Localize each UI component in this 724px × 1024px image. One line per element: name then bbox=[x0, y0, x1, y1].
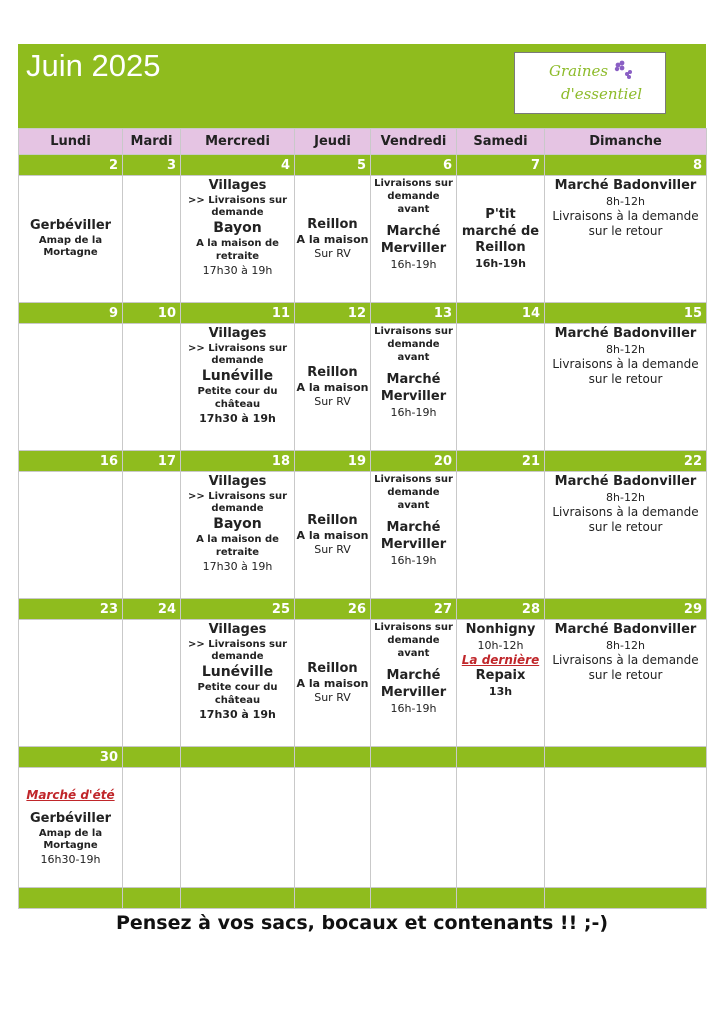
event-cell bbox=[123, 620, 181, 747]
day-number: 5 bbox=[295, 155, 371, 176]
week-events bbox=[19, 768, 707, 888]
day-number: 16 bbox=[19, 451, 123, 472]
event-cell bbox=[371, 324, 457, 451]
day-number bbox=[457, 747, 545, 768]
event-detail: >> Livraisons sur demande bbox=[187, 490, 288, 515]
event-time: 16h-19h bbox=[390, 553, 437, 567]
event-detail: Livraisons à la demande sur le retour bbox=[552, 208, 699, 239]
event-time: 17h30 à 19h bbox=[202, 263, 273, 277]
day-number: 7 bbox=[457, 155, 545, 176]
event-place: Reillon bbox=[307, 216, 358, 232]
event-place: Marché Merviller bbox=[380, 668, 447, 701]
day-number: 12 bbox=[295, 303, 371, 324]
event-cell bbox=[295, 768, 371, 888]
event-detail: A la maison bbox=[296, 381, 369, 395]
event-place: Reillon bbox=[307, 512, 358, 528]
event-highlight: Marché d'été bbox=[26, 787, 115, 802]
day-number: 6 bbox=[371, 155, 457, 176]
event-detail: Livraisons sur demande avant bbox=[374, 178, 453, 215]
day-header: Dimanche bbox=[545, 129, 707, 155]
day-number: 9 bbox=[19, 303, 123, 324]
week-numbers bbox=[19, 747, 707, 768]
event-time: Sur RV bbox=[314, 543, 351, 557]
event-title: Villages bbox=[208, 178, 267, 193]
day-number: 2 bbox=[19, 155, 123, 176]
header-banner bbox=[18, 44, 706, 128]
day-header: Jeudi bbox=[295, 129, 371, 155]
day-number: 11 bbox=[181, 303, 295, 324]
event-cell bbox=[181, 472, 295, 599]
logo-line1: Graines bbox=[549, 62, 609, 80]
event-cell bbox=[457, 472, 545, 599]
day-number: 29 bbox=[545, 599, 707, 620]
day-number: 8 bbox=[545, 155, 707, 176]
logo-line2: d'essentiel bbox=[561, 85, 643, 103]
week-events bbox=[19, 324, 707, 451]
event-time: 13h bbox=[488, 684, 513, 698]
day-number: 13 bbox=[371, 303, 457, 324]
day-number: 14 bbox=[457, 303, 545, 324]
event-time: Sur RV bbox=[314, 247, 351, 261]
day-number: 21 bbox=[457, 451, 545, 472]
event-time: 17h30 à 19h bbox=[199, 411, 276, 425]
day-header: Vendredi bbox=[371, 129, 457, 155]
event-time: 16h-19h bbox=[475, 256, 526, 270]
event-detail: Petite cour du château bbox=[197, 386, 278, 410]
event-cell bbox=[295, 620, 371, 747]
event-cell bbox=[181, 620, 295, 747]
event-cell bbox=[19, 176, 123, 303]
page-title: Juin 2025 bbox=[26, 48, 161, 83]
event-place: Marché Merviller bbox=[380, 520, 447, 553]
event-cell bbox=[371, 176, 457, 303]
event-place: Repaix bbox=[475, 668, 526, 684]
day-number: 3 bbox=[123, 155, 181, 176]
event-cell bbox=[123, 324, 181, 451]
event-cell bbox=[295, 472, 371, 599]
event-detail: >> Livraisons sur demande bbox=[187, 638, 288, 663]
event-cell bbox=[181, 176, 295, 303]
event-highlight: La dernière bbox=[461, 652, 540, 667]
event-detail: A la maison de retraite bbox=[196, 238, 279, 262]
event-time: Sur RV bbox=[314, 691, 351, 705]
event-cell bbox=[19, 768, 123, 888]
event-cell bbox=[457, 620, 545, 747]
calendar-grid bbox=[18, 128, 707, 909]
day-header: Samedi bbox=[457, 129, 545, 155]
event-time: 10h-12h bbox=[477, 638, 524, 652]
event-detail: Livraisons à la demande sur le retour bbox=[552, 504, 699, 535]
event-place: Lunéville bbox=[201, 664, 274, 681]
event-time: 16h30-19h bbox=[40, 853, 101, 867]
footer-band bbox=[19, 888, 707, 909]
footer-note: Pensez à vos sacs, bocaux et contenants !! ;-) bbox=[115, 912, 609, 934]
event-detail: A la maison bbox=[296, 677, 369, 691]
day-number: 22 bbox=[545, 451, 707, 472]
event-place: P'tit marché de Reillon bbox=[461, 207, 540, 256]
day-number: 19 bbox=[295, 451, 371, 472]
day-number: 24 bbox=[123, 599, 181, 620]
event-detail: Amap de la Mortagne bbox=[38, 827, 103, 852]
event-place: Bayon bbox=[213, 516, 262, 533]
event-time: 8h-12h bbox=[606, 342, 645, 356]
event-cell bbox=[19, 472, 123, 599]
event-cell bbox=[295, 324, 371, 451]
event-detail: Livraisons sur demande avant bbox=[374, 474, 453, 511]
event-place: Gerbéviller bbox=[29, 811, 112, 827]
week-numbers bbox=[19, 451, 707, 472]
event-cell bbox=[19, 620, 123, 747]
flower-icon bbox=[612, 59, 634, 83]
event-detail: Livraisons à la demande sur le retour bbox=[552, 652, 699, 683]
weekday-header bbox=[19, 129, 707, 155]
event-place: Lunéville bbox=[201, 368, 274, 385]
day-header: Lundi bbox=[19, 129, 123, 155]
day-number: 28 bbox=[457, 599, 545, 620]
event-place: Bayon bbox=[213, 220, 262, 237]
event-time: 17h30 à 19h bbox=[199, 707, 276, 721]
event-time: 16h-19h bbox=[390, 701, 437, 715]
day-header: Mardi bbox=[123, 129, 181, 155]
event-detail: Mortagne bbox=[43, 247, 98, 259]
day-number: 20 bbox=[371, 451, 457, 472]
event-cell bbox=[19, 324, 123, 451]
event-cell bbox=[545, 472, 707, 599]
day-number: 18 bbox=[181, 451, 295, 472]
event-cell bbox=[371, 620, 457, 747]
day-number: 10 bbox=[123, 303, 181, 324]
event-detail: Petite cour du château bbox=[197, 682, 278, 706]
event-detail: Livraisons à la demande sur le retour bbox=[552, 356, 699, 387]
day-number bbox=[545, 747, 707, 768]
day-number bbox=[371, 747, 457, 768]
event-cell bbox=[457, 324, 545, 451]
week-numbers bbox=[19, 155, 707, 176]
event-cell bbox=[371, 768, 457, 888]
day-number bbox=[295, 747, 371, 768]
event-place: Nonhigny bbox=[465, 622, 536, 637]
event-detail: A la maison bbox=[296, 529, 369, 543]
week-numbers bbox=[19, 303, 707, 324]
event-place: Reillon bbox=[307, 364, 358, 380]
event-place: Marché Badonviller bbox=[554, 474, 697, 489]
event-place: Marché Badonviller bbox=[554, 178, 697, 193]
week-events bbox=[19, 472, 707, 599]
event-time: Sur RV bbox=[314, 395, 351, 409]
event-detail: Amap de la bbox=[38, 234, 103, 246]
event-place: Marché Merviller bbox=[380, 372, 447, 405]
event-cell bbox=[457, 768, 545, 888]
event-detail: A la maison bbox=[296, 233, 369, 247]
event-time: 16h-19h bbox=[390, 257, 437, 271]
event-time: 8h-12h bbox=[606, 194, 645, 208]
event-cell bbox=[123, 768, 181, 888]
day-number: 4 bbox=[181, 155, 295, 176]
day-number bbox=[123, 747, 181, 768]
day-number: 27 bbox=[371, 599, 457, 620]
week-events bbox=[19, 176, 707, 303]
event-cell bbox=[123, 176, 181, 303]
event-cell bbox=[545, 176, 707, 303]
event-cell bbox=[371, 472, 457, 599]
event-detail: A la maison de retraite bbox=[196, 534, 279, 558]
event-place: Reillon bbox=[307, 660, 358, 676]
event-detail: Livraisons sur demande avant bbox=[374, 622, 453, 659]
event-place: Marché Badonviller bbox=[554, 622, 697, 637]
day-number: 15 bbox=[545, 303, 707, 324]
event-title: Villages bbox=[208, 326, 267, 341]
event-cell bbox=[181, 324, 295, 451]
event-title: Villages bbox=[208, 622, 267, 637]
event-cell bbox=[181, 768, 295, 888]
week-events bbox=[19, 620, 707, 747]
event-detail: Livraisons sur demande avant bbox=[374, 326, 453, 363]
day-header: Mercredi bbox=[181, 129, 295, 155]
logo bbox=[514, 52, 666, 114]
day-number: 26 bbox=[295, 599, 371, 620]
day-number: 17 bbox=[123, 451, 181, 472]
event-place: Marché Merviller bbox=[380, 224, 447, 257]
event-cell bbox=[295, 176, 371, 303]
day-number: 23 bbox=[19, 599, 123, 620]
event-detail: >> Livraisons sur demande bbox=[187, 194, 288, 219]
event-place: Marché Badonviller bbox=[554, 326, 697, 341]
event-time: 8h-12h bbox=[606, 638, 645, 652]
event-cell bbox=[545, 768, 707, 888]
week-numbers bbox=[19, 599, 707, 620]
event-detail: >> Livraisons sur demande bbox=[187, 342, 288, 367]
day-number: 25 bbox=[181, 599, 295, 620]
event-time: 16h-19h bbox=[390, 405, 437, 419]
event-title: Villages bbox=[208, 474, 267, 489]
event-cell bbox=[545, 324, 707, 451]
event-cell bbox=[457, 176, 545, 303]
event-time: 17h30 à 19h bbox=[202, 559, 273, 573]
event-place: Gerbéviller bbox=[29, 217, 112, 233]
event-cell bbox=[123, 472, 181, 599]
day-number: 30 bbox=[19, 747, 123, 768]
event-time: 8h-12h bbox=[606, 490, 645, 504]
event-cell bbox=[545, 620, 707, 747]
day-number bbox=[181, 747, 295, 768]
